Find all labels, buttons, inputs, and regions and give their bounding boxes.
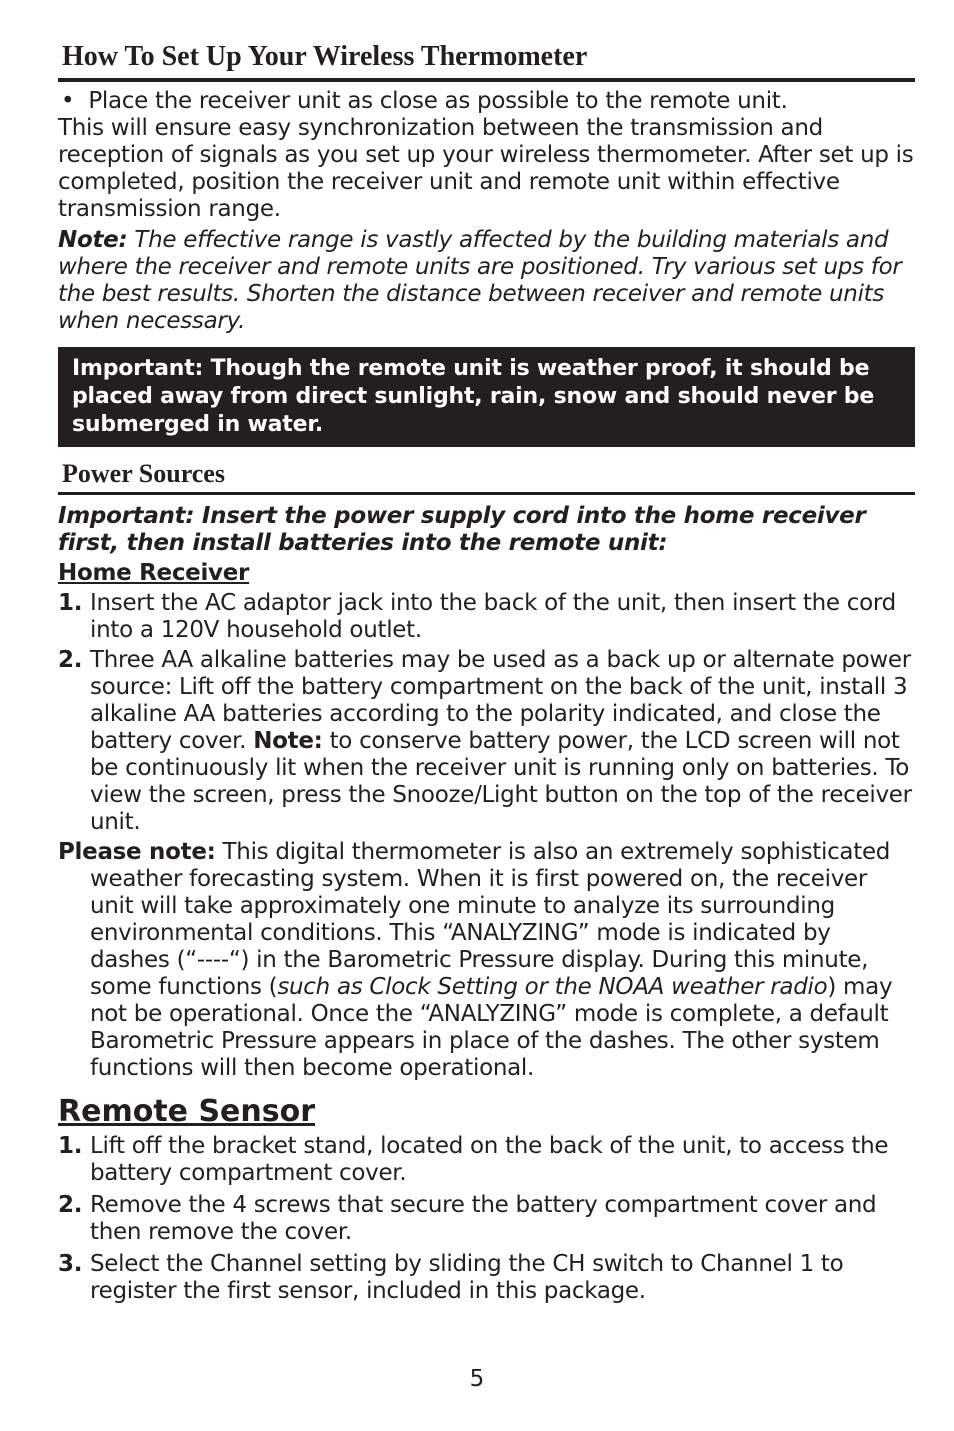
title-divider [58,78,915,82]
page-number: 5 [469,1366,485,1392]
remote-sensor-step-2 [58,1192,915,1246]
remote-sensor-step-3 [58,1251,915,1305]
step-number: 2. [58,1192,83,1218]
power-sources-heading: Power Sources [62,459,225,488]
please-note-paragraph [58,839,915,1082]
step-text: Lift off the bracket stand, located on the back of the unit, to access the battery compartment cover. [90,1133,889,1186]
step-text: Three AA alkaline batteries may be used as a back up or alternate power source: Lift off the battery compartment on the back of the unit, install 3 alkaline AA batteries according to the polarity indicated, and close the battery cover. [90,647,911,754]
remote-sensor-heading: Remote Sensor [58,1094,316,1129]
power-sources-divider [58,492,915,495]
step-text-continued: to conserve battery power, the LCD screen will not be continuously lit when the receiver unit is running only on batteries. To view the screen, press the Snooze/Light button on the top of the receiver unit. [90,728,912,835]
power-important-note: Important: Insert the power supply cord into the home receiver first, then install batteries into the remote unit: [58,503,866,556]
step-number: 1. [58,590,83,616]
bullet-item [58,88,915,115]
note-label: Note: [58,227,128,253]
note-paragraph [58,227,915,335]
step-number: 2. [58,647,83,673]
sync-paragraph: This will ensure easy synchronization between the transmission and reception of signals as you set up your wireless thermometer. After set up is completed, position the receiver unit and remote unit within effective transmission range. [58,115,914,222]
note-text: The effective range is vastly affected by the building materials and where the receiver and remote units are positioned. Try various set ups for the best results. Shorten the distance between receiver and remote units when necessary. [58,227,902,334]
remote-sensor-step-1 [58,1133,915,1187]
please-note-italic: such as Clock Setting or the NOAA weather radio [277,974,828,1000]
step-number: 1. [58,1133,83,1159]
home-receiver-step-1 [58,590,915,644]
home-receiver-step-2 [58,647,915,836]
step-number: 3. [58,1251,83,1277]
page-title: How To Set Up Your Wireless Thermometer [62,41,588,72]
please-note-label: Please note: [58,839,216,865]
manual-page [58,40,915,1305]
step-note-label: Note: [253,728,323,754]
please-note-text-continued: ) may not be operational. Once the “ANALYZING” mode is complete, a default Barometric Pressure appears in place of the dashes. The other system functions will then become operational. [90,974,893,1081]
home-receiver-heading: Home Receiver [58,560,250,586]
step-text: Insert the AC adaptor jack into the back of the unit, then insert the cord into a 120V household outlet. [90,590,896,643]
step-text: Remove the 4 screws that secure the battery compartment cover and then remove the cover. [90,1192,877,1245]
please-note-text: This digital thermometer is also an extremely sophisticated weather forecasting system. When it is first powered on, the receiver unit will take approximately one minute to analyze its surrounding environmental conditions. This “ANALYZING” mode is indicated by dashes (“----“) in the Barometric Pressure display. During this minute, some functions ( [90,839,891,1000]
step-text: Select the Channel setting by sliding the CH switch to Channel 1 to register the first sensor, included in this package. [90,1251,844,1304]
important-warning-box: Important: Though the remote unit is weather proof, it should be placed away from direct sunlight, rain, snow and should never be submerged in water. [58,347,915,447]
bullet-text: Place the receiver unit as close as possible to the remote unit. [88,88,788,114]
bullet-dot-icon: • [61,88,75,114]
